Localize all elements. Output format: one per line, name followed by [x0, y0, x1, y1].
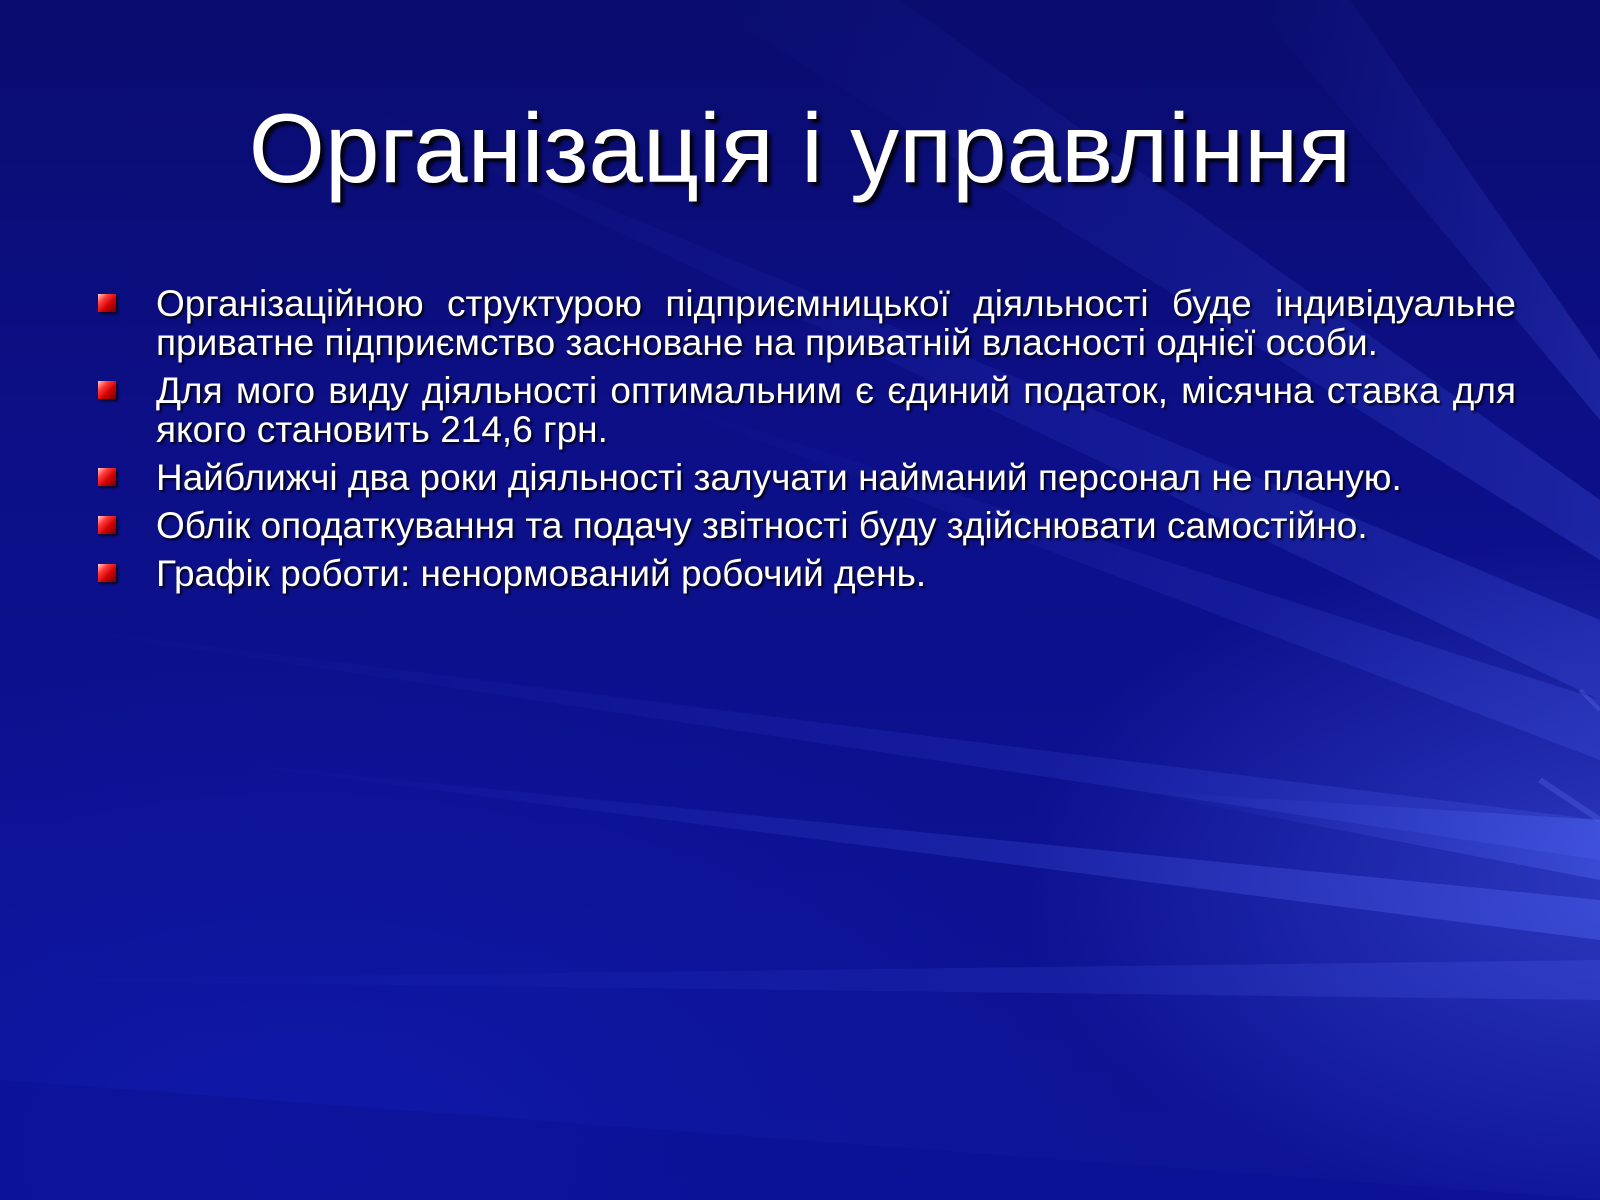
- bullet-text: Організаційною структурою підприємницької діяльності буде індивідуальне приватне підприємство засноване на приватній власності однієї особи.: [156, 283, 1516, 363]
- bullet-item: [96, 506, 1516, 545]
- slide-title: Організація і управління: [248, 93, 1352, 203]
- bullet-list: [96, 284, 1516, 602]
- red-square-bullet-icon: [98, 381, 116, 399]
- bullet-text: Облік оподаткування та подачу звітності буду здійснювати самостійно.: [156, 505, 1368, 546]
- red-square-bullet-icon: [98, 294, 116, 312]
- red-square-bullet-icon: [98, 516, 116, 534]
- bullet-item: [96, 458, 1516, 497]
- bullet-text: Графік роботи: ненормований робочий день.: [156, 553, 927, 594]
- red-square-bullet-icon: [98, 564, 116, 582]
- bullet-text: Для мого виду діяльності оптимальним є єдиний податок, місячна ставка для якого становить 214,6 грн.: [156, 370, 1516, 450]
- red-square-bullet-icon: [98, 468, 116, 486]
- bullet-item: [96, 371, 1516, 449]
- bullet-item: [96, 284, 1516, 362]
- bullet-text: Найближчі два роки діяльності залучати найманий персонал не планую.: [156, 457, 1402, 498]
- bullet-item: [96, 554, 1516, 593]
